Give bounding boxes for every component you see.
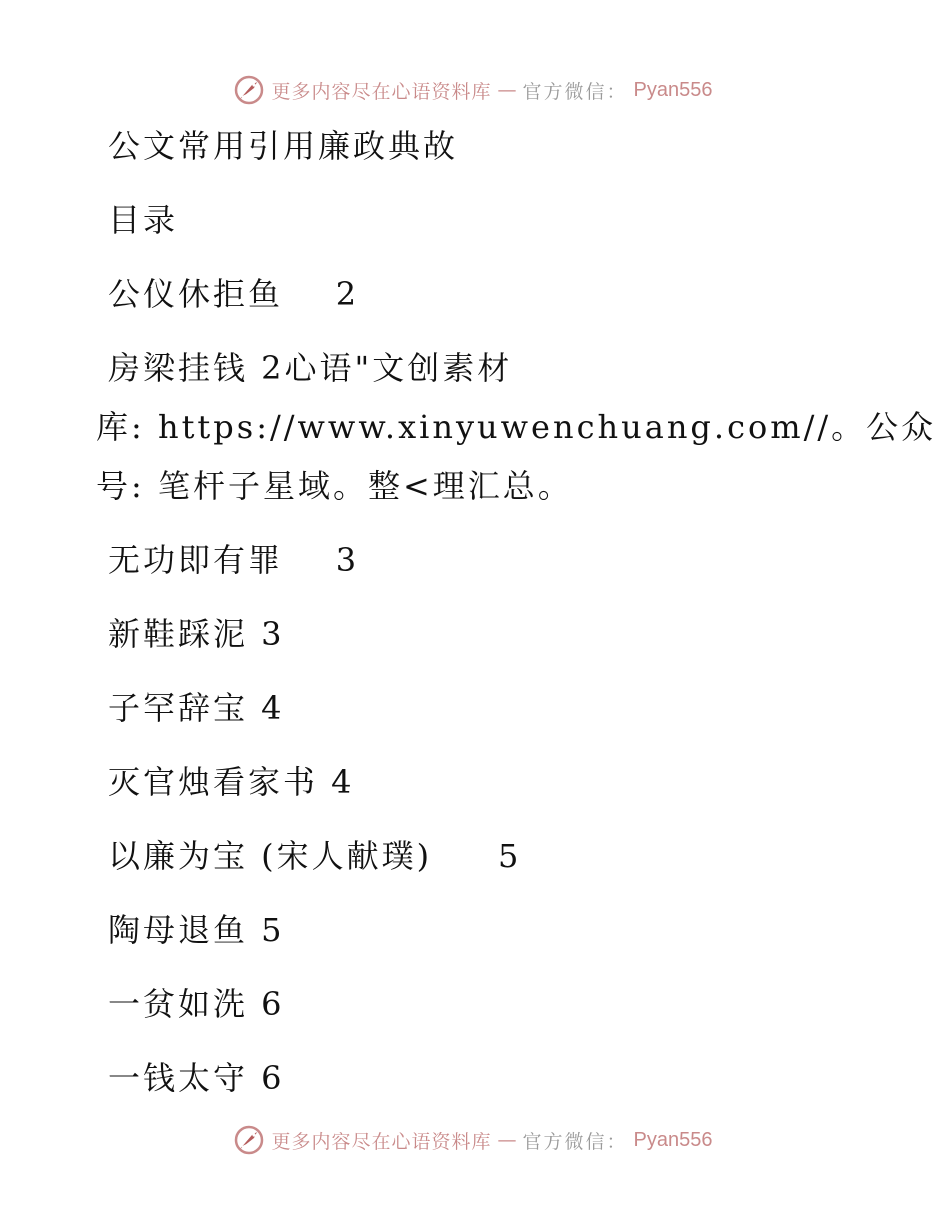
toc-heading: 目录 bbox=[108, 201, 179, 239]
banner-separator: — bbox=[497, 79, 517, 101]
toc-item-continuation: 号: 笔杆子星域。整<理汇总。 bbox=[96, 467, 573, 505]
toc-item: 陶母退鱼 5 bbox=[108, 911, 285, 949]
toc-item: 公仪休拒鱼 2 bbox=[108, 275, 360, 313]
toc-item: 新鞋踩泥 3 bbox=[108, 615, 285, 653]
toc-item: 以廉为宝 (宋人献璞) 5 bbox=[108, 837, 522, 875]
toc-item: 一钱太守 6 bbox=[108, 1059, 285, 1097]
toc-item: 房梁挂钱 2心语"文创素材 bbox=[108, 349, 513, 387]
footer-banner bbox=[0, 1120, 950, 1160]
banner-wechat-label: 官方微信： bbox=[522, 1130, 628, 1153]
document-title: 公文常用引用廉政典故 bbox=[108, 127, 459, 165]
banner-wechat-label: 官方微信： bbox=[522, 80, 628, 103]
header-banner-content bbox=[232, 73, 713, 107]
footer-banner-content bbox=[232, 1123, 713, 1157]
toc-item-continuation: 库: https://www.xinyuwenchuang.com//。公众 bbox=[96, 408, 937, 446]
banner-wechat-id: Pyan556 bbox=[633, 1128, 713, 1151]
pen-nib-logo-icon bbox=[232, 1123, 266, 1157]
toc-item: 灭官烛看家书 4 bbox=[108, 763, 355, 801]
banner-tagline: 更多内容尽在心语资料库 bbox=[271, 80, 492, 103]
pen-nib-logo-icon bbox=[232, 73, 266, 107]
banner-wechat-id: Pyan556 bbox=[633, 78, 713, 101]
header-banner bbox=[0, 70, 950, 110]
banner-separator: — bbox=[497, 1129, 517, 1151]
toc-item: 无功即有罪 3 bbox=[108, 541, 360, 579]
toc-item: 子罕辞宝 4 bbox=[108, 689, 285, 727]
banner-tagline: 更多内容尽在心语资料库 bbox=[271, 1130, 492, 1153]
toc-item: 一贫如洗 6 bbox=[108, 985, 285, 1023]
